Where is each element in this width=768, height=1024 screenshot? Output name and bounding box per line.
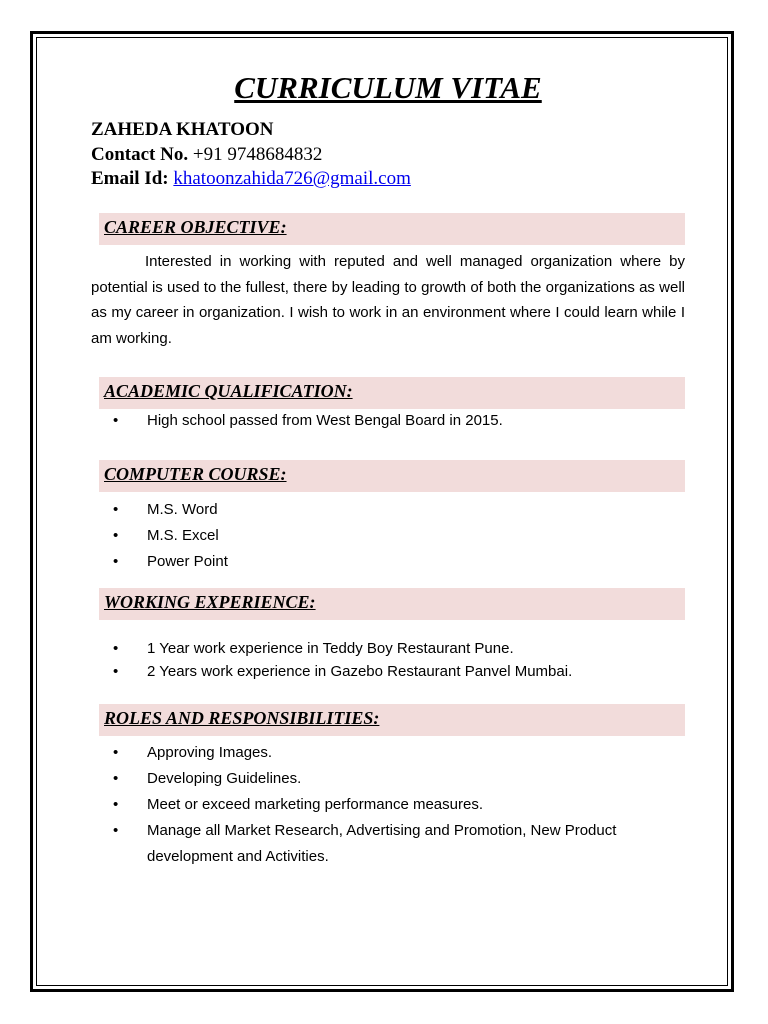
contact-value: +91 9748684832 [192, 143, 323, 165]
bullet-icon: • [113, 663, 119, 680]
roles-list [91, 740, 685, 870]
contact-label: Contact No. [91, 143, 189, 165]
bullet-icon: • [113, 527, 119, 544]
contact-block [91, 118, 411, 192]
bullet-icon: • [113, 640, 119, 657]
working-experience-heading: WORKING EXPERIENCE: [99, 588, 685, 620]
list-item: • 1 Year work experience in Teddy Boy Restaurant Pune. [91, 637, 685, 660]
bullet-icon: • [113, 553, 119, 570]
computer-course-heading: COMPUTER COURSE: [99, 460, 685, 492]
working-experience-list [91, 637, 685, 683]
document-title: CURRICULUM VITAE [234, 70, 542, 105]
contact-number [91, 143, 411, 168]
bullet-icon: • [113, 501, 119, 518]
bullet-icon: • [113, 796, 119, 813]
roles-heading: ROLES AND RESPONSIBILITIES: [99, 704, 685, 736]
candidate-name: ZAHEDA KHATOON [91, 119, 274, 140]
list-item: • 2 Years work experience in Gazebo Restaurant Panvel Mumbai. [91, 660, 685, 683]
career-objective-heading: CAREER OBJECTIVE: [99, 213, 685, 245]
bullet-icon: • [113, 770, 119, 787]
email-link[interactable]: khatoonzahida726@gmail.com [173, 168, 411, 189]
email-label: Email Id: [91, 168, 169, 189]
list-item: • High school passed from West Bengal Board in 2015. [91, 410, 685, 432]
academic-qualification-heading: ACADEMIC QUALIFICATION: [99, 377, 685, 409]
computer-course-list [91, 497, 685, 575]
email [91, 167, 411, 192]
list-item: • M.S. Excel [91, 523, 685, 549]
bullet-icon: • [113, 744, 119, 761]
list-item: • M.S. Word [91, 497, 685, 523]
list-item: • Meet or exceed marketing performance measures. [91, 792, 685, 818]
list-item: • Power Point [91, 549, 685, 575]
list-item: • Approving Images. [91, 740, 685, 766]
list-item: • Manage all Market Research, Advertising and Promotion, New Product development and Activities. [91, 818, 685, 870]
career-objective-text: Interested in working with reputed and well managed organization where by potential is used to the fullest, there by leading to growth of both the organizations as well as my career in organization. I wish to work in an environment where I could learn while I am working. [91, 253, 685, 347]
bullet-icon: • [113, 822, 119, 839]
list-item: • Developing Guidelines. [91, 766, 685, 792]
bullet-icon: • [113, 412, 119, 429]
academic-list [91, 410, 685, 432]
